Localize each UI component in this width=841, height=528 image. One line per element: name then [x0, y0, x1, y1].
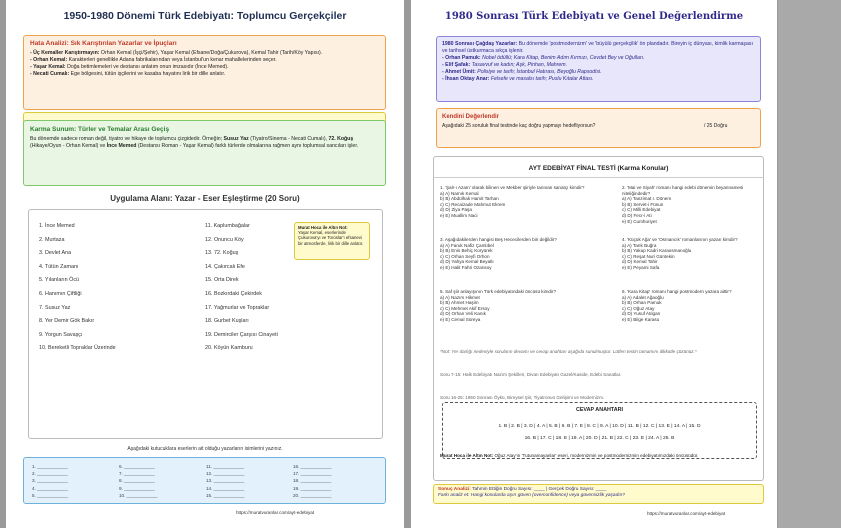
result-question: Farkı analiz et: Hangi konularda aşırı güven (overconfidence) veya güvensizlik yaşadın? [438, 493, 625, 498]
self-question: Aşağıdaki 25 soruluk final testinde kaç doğru yapmayı hedefliyorsun? [442, 123, 596, 129]
answer-instruction: Aşağıdaki kutucuklara eserlerin ait olduğu yazarların isimlerini yazınız. [127, 446, 283, 452]
karma-title: Karma Sunum: Türler ve Temalar Arası Geçiş [30, 126, 170, 133]
viewer-gutter [778, 0, 841, 528]
summary-intro: 1980 Sonrası Çağdaş Yazarlar: Bu dönemde 'postmodernizm' ve 'büyülü gerçekçilik' ön plandadır. Bireyin iç dünyası, kimlik karmaşası ve tarihsel üstkurmaca sıkça işlenir. [442, 41, 753, 54]
question-2: 2. 'Mai ve Siyah' romanı hangi edebi dönemin beyannamesi niteliğindedir? a) A) Tanzimat I. Dönem b) B) Servet-i Fünun c) C) Milli Edebiyat d) D) Fecr-i Ati e) E) Cumhuriyet [622, 185, 760, 224]
option[interactable]: d) D) Yahya Kemal Beyatlı [440, 259, 494, 265]
option[interactable]: e) E) Cemal Süreya [440, 316, 481, 322]
answer-line: 2. ____________ [32, 471, 68, 477]
work-item: 3. Devlet Ana [39, 250, 72, 257]
option[interactable]: d) D) Orhan Veli Kanık [440, 311, 486, 317]
work-item: 1. İnce Memed [39, 223, 75, 229]
test-title: AYT EDEBİYAT FİNAL TESTİ (Karma Konular) [528, 165, 669, 172]
answer-line: 13. ____________ [206, 478, 245, 484]
footer-url[interactable]: https://muratvuranlar.com/ayt-edebiyat [647, 511, 726, 516]
option[interactable]: c) C) Orhan Seyfi Orhon [440, 253, 490, 259]
option[interactable]: b) B) Enis Behiç Koryürek [440, 248, 493, 254]
option[interactable]: c) C) Recaizade Mahmut Ekrem [440, 201, 506, 207]
answer-line: 10. ____________ [119, 492, 158, 498]
karma-box [23, 120, 386, 186]
option[interactable]: c) C) Milli Edebiyat [622, 207, 661, 213]
question-4: 4. 'Küçük Ağa' ve 'Osmancık' romanlarının yazarı kimdir? a) A) Tarık Buğra b) B) Yakup Kadri Karaosmanoğlu c) C) Reşat Nuri Güntekin d) D) Kemal Tahir e) E) Peyami Safa [622, 237, 760, 271]
topics-16-25: Soru 16-25: 1950 Sonrası Öykü, Bireysel Şiir, Tiyatronun Gelişimi ve Modernizm. [440, 395, 605, 400]
self-assessment-title: Kendini Değerlendir [442, 114, 500, 120]
answer-line: 17. ____________ [293, 471, 332, 477]
work-item: 4. Tütün Zamanı [39, 263, 79, 270]
golden-note: Murat Hoca ile Altın Not: Oğuz Atay'ın 'Tutunamayanlar' eseri, modernizmin ve postmodernizmin edebiyatımızdaki öncüsüdür. [440, 453, 699, 458]
answer-box [23, 457, 386, 504]
hata-item: - Üç Kemaller Karıştırmayın: Orhan Kemal (İşçi/Şehir), Yaşar Kemal (Efsane/Doğa/Çukurova), Kemal Tahir (Tarih/Köy Yapısı). [30, 50, 323, 56]
work-item: 14. Çakırcalı Efe [205, 263, 245, 270]
answer-line: 20. ____________ [293, 492, 332, 498]
answer-line: 15. ____________ [206, 492, 245, 498]
golden-note-text: Yaşar Kemal, eserlerinde Çukurova'yı ve Toroslar'ı efsanevi bir atmosferde, lirik bir dille anlatır. [298, 230, 364, 246]
hata-item: - Orhan Kemal: Karakterleri genellikle Adana fabrikalarından veya İstanbul'un kenar mahallelerinden seçer. [30, 57, 277, 63]
golden-note [294, 222, 370, 260]
karma-text: Bu dönemde sadece roman değil, tiyatro ve hikaye de toplumcu çizgidedir. Örneğin; Susuz Yaz (Tiyatro/Sinema - Necati Cumalı), 72. Koğuş (Hikaye/Oyun - Orhan Kemal) ve İnce Memed (Destansı Roman - Yaşar Kemal) farklı türlerde olmalarına rağmen aynı toplumsal sancıları işler. [30, 136, 359, 149]
answer-line: 7. ____________ [119, 471, 155, 477]
option[interactable]: a) A) Faruk Nafiz Çamlıbel [440, 242, 494, 248]
answer-line: 16. ____________ [293, 464, 332, 469]
answer-key-row: 1. B | 2. B | 3. D | 4. A | 5. B | 6. B | 7. E | 8. C | 9. A | 10. D | 11. B | 12. C | 13. E | 14. A | 15. D [498, 424, 701, 429]
answer-line: 9. ____________ [119, 485, 155, 491]
option[interactable]: c) C) Mehmet Akif Ersoy [440, 305, 490, 311]
answer-col [119, 463, 157, 499]
answer-line: 3. ____________ [32, 478, 68, 484]
question-5: 5. Saf şiir anlayışının Türk edebiyatındaki öncüsü kimdir? a) A) Nazım Hikmet b) B) Ahmet Haşim c) C) Mehmet Akif Ersoy d) D) Orhan Veli Kanık e) E) Cemal Süreya [440, 289, 610, 323]
work-item: 7. Susuz Yaz [39, 304, 71, 311]
option[interactable]: a) A) Tanzimat I. Dönem [622, 196, 672, 202]
work-item: 10. Bereketli Topraklar Üzerinde [39, 345, 116, 352]
question-6: 6. 'Kara Kitap' romanı hangi postmodern yazara aittir? a) A) Adalet Ağaoğlu b) B) Orhan Pamuk c) C) Oğuz Atay d) D) Yusuf Atılgan e) E) Bilge Karasu [622, 289, 760, 323]
answer-col [206, 463, 244, 499]
hata-item: - Necati Cumalı: Ege bölgesini, tütün işçilerini ve kasaba hayatını lirik bir dille anlatır. [30, 71, 226, 77]
result-analysis [433, 484, 764, 504]
option[interactable]: a) A) Namık Kemal [440, 190, 479, 196]
right-page [411, 0, 777, 528]
work-item: 13. 72. Koğuş [205, 250, 239, 257]
exercise-area [28, 209, 383, 439]
answer-key-row: 16. B | 17. C | 18. E | 19. A | 20. D | 21. B | 22. C | 23. E | 24. A | 25. B [524, 436, 675, 441]
result-line: Sonuç Analizi: Tahmin Ettiğin Doğru Sayısı: ____ | Gerçek Doğru Sayısı: ____ [438, 487, 607, 492]
option[interactable]: b) B) Servet-i Fünun [622, 201, 664, 207]
summary-item: - Orhan Pamuk: Nobel ödüllü; Kara Kitap, Benim Adım Kırmızı, Cevdet Bey ve Oğulları. [442, 55, 645, 61]
answer-line: 12. ____________ [206, 471, 245, 477]
work-item: 2. Murtaza [39, 236, 65, 243]
page-title: 1980 Sonrası Türk Edebiyatı ve Genel Değerlendirme [444, 11, 744, 22]
work-item: 19. Demirciler Çarşısı Cinayeti [205, 331, 278, 338]
hata-item: - Yaşar Kemal: Doğa betimlemeleri ve destansı anlatım onun imzasıdır (İnce Memed). [30, 64, 229, 70]
test-note: *Not: Yer darlığı nedeniyle soruların devamı ve cevap anahtarı aşağıda sunulmuştur. Lütfen testin tamamını dikkatle çözünüz.* [440, 349, 697, 354]
page-title: 1950-1980 Dönemi Türk Edebiyatı: Toplumcu Gerçekçiler [63, 10, 347, 22]
option[interactable]: b) B) Ahmet Haşim [440, 300, 479, 306]
self-assessment-box [436, 108, 761, 148]
option[interactable]: e) E) Halit Fahri Ozansoy [440, 264, 492, 270]
answer-line: 19. ____________ [293, 485, 332, 491]
final-test-box [433, 156, 764, 481]
summary-item: - Elif Şafak: Tasavvuf ve kadın; Aşk, Pinhan, Mahrem. [442, 62, 568, 68]
option[interactable]: c) C) Oğuz Atay [622, 305, 655, 311]
work-item: 5. Yılanların Öcü [39, 277, 80, 284]
work-item: 20. Köyün Kamburu [205, 345, 253, 352]
works-column-a [39, 220, 199, 356]
answer-line: 18. ____________ [293, 478, 332, 484]
option[interactable]: c) C) Reşat Nuri Güntekin [622, 253, 675, 259]
option[interactable]: e) E) Peyami Safa [622, 264, 660, 270]
works-column-b [205, 220, 305, 356]
option[interactable]: a) A) Tarık Buğra [622, 242, 657, 248]
footer-url[interactable]: https://muratvuranlar.com/ayt-edebiyat [236, 510, 315, 515]
work-item: 17. Yağmurlar ve Topraklar [205, 304, 270, 311]
question-1: 1. 'Şalr-ı Azam' olarak bilinen ve Mekber şiiriyle tanınan sanatçı kimdir? a) A) Namık Kemal b) B) Abdülhak Hamit Tarhan c) C) Recaizade Mahmut Ekrem d) D) Ziya Paşa e) E) Muallim Naci [440, 185, 610, 219]
option[interactable]: d) D) Fecr-i Ati [622, 212, 652, 218]
answer-key-title: CEVAP ANAHTARI [575, 407, 624, 413]
option[interactable]: d) D) Ziya Paşa [440, 207, 472, 213]
work-item: 8. Yer Demir Gök Bakır [39, 318, 95, 325]
option[interactable]: a) A) Nazım Hikmet [440, 294, 480, 300]
option[interactable]: d) D) Kemal Tahir [622, 259, 658, 265]
question-3: 3. Aşağıdakilerden hangisi Beş Hececilerden biri değildir? a) A) Faruk Nafiz Çamlıbel b) B) Enis Behiç Koryürek c) C) Orhan Seyfi Orhon d) D) Yahya Kemal Beyatlı e) E) Halit Fahri Ozansoy [440, 237, 610, 271]
work-item: 11. Kaplumbağalar [205, 223, 250, 229]
error-analysis-box [23, 35, 386, 110]
left-page [6, 0, 404, 528]
work-item: 16. Bozkırdaki Çekirdek [205, 290, 262, 297]
golden-note-title: Murat Hoca ile Altın Not: [298, 225, 348, 230]
divider [434, 177, 763, 178]
error-analysis-title: Hata Analizi: Sık Karıştırılan Yazarlar ve İpuçları [30, 40, 177, 47]
work-item: 12. Onuncu Köy [205, 236, 244, 243]
option[interactable]: e) E) Muallim Naci [440, 212, 478, 218]
work-item: 15. Orta Direk [205, 277, 239, 284]
self-answer[interactable]: / 25 Doğru [704, 123, 728, 129]
option[interactable]: b) B) Abdülhak Hamit Tarhan [440, 196, 499, 202]
option[interactable]: d) D) Yusuf Atılgan [622, 311, 661, 317]
work-item: 6. Hanımın Çiftliği [39, 290, 82, 297]
answer-line: 4. ____________ [32, 485, 68, 491]
answer-line: 8. ____________ [119, 478, 155, 484]
option[interactable]: e) E) Cumhuriyet [622, 218, 657, 224]
answer-line: 5. ____________ [32, 492, 68, 498]
work-item: 18. Gurbet Kuşları [205, 318, 249, 325]
summary-item: - Ahmet Ümit: Polisiye ve tarih; İstanbul Hatırası, Beyoğlu Rapsodisi. [442, 69, 602, 75]
answer-col [32, 463, 68, 499]
summary-item: - İhsan Oktay Anar: Felsefe ve masalsı tarih; Puslu Kıtalar Atlası. [442, 76, 594, 82]
answer-line: 14. ____________ [206, 485, 245, 491]
work-item: 9. Yorgun Savaşçı [39, 331, 83, 338]
topics-7-15: Soru 7-15: Halk Edebiyatı Nazım Şekilleri, Divan Edebiyatı Gazel/Kaside, Edebi Sanatlar. [440, 372, 622, 377]
answer-col [293, 463, 331, 499]
answer-key [442, 402, 757, 459]
option[interactable]: e) E) Bilge Karasu [622, 316, 660, 322]
self-assessment-row [442, 123, 755, 129]
option[interactable]: b) B) Orhan Pamuk [622, 300, 662, 306]
option[interactable]: b) B) Yakup Kadri Karaosmanoğlu [622, 248, 692, 254]
answer-line: 11. ____________ [206, 464, 244, 469]
option[interactable]: a) A) Adalet Ağaoğlu [622, 294, 664, 300]
summary-box [436, 36, 761, 102]
answer-line: 1. ____________ [32, 464, 68, 469]
answer-line: 6. ____________ [119, 464, 155, 469]
exercise-title: Uygulama Alanı: Yazar - Eser Eşleştirme (20 Soru) [110, 194, 300, 203]
